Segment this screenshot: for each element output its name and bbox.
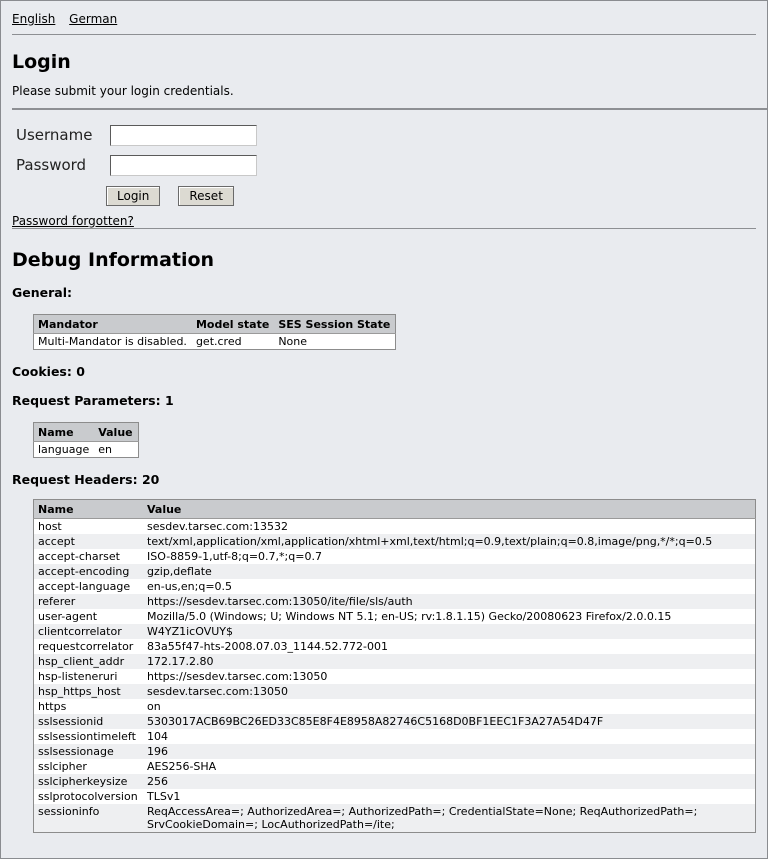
table-row xyxy=(34,804,756,833)
header-value-cell: sesdev.tarsec.com:13532 xyxy=(147,520,288,533)
column-header: Value xyxy=(94,423,138,442)
column-header: Value xyxy=(143,500,756,519)
table-row xyxy=(34,549,756,564)
table-row xyxy=(34,744,756,759)
header-value-cell: en-us,en;q=0.5 xyxy=(147,580,233,593)
request-headers-heading: Request Headers: 20 xyxy=(12,472,160,487)
table-row xyxy=(34,669,756,684)
header-value-cell: W4YZ1icOVUY$ xyxy=(143,624,756,639)
header-value-cell: sesdev.tarsec.com:13050 xyxy=(143,684,756,699)
divider xyxy=(12,108,767,110)
debug-title: Debug Information xyxy=(12,249,215,271)
header-name-cell: sslsessionage xyxy=(34,744,144,759)
general-table xyxy=(33,314,396,350)
header-name-cell: language xyxy=(38,443,90,456)
header-name-cell: hsp_client_addr xyxy=(34,654,144,669)
header-value-cell: AES256-SHA xyxy=(147,760,217,773)
header-name-cell: host xyxy=(38,520,62,533)
table-cell: Multi-Mandator is disabled. xyxy=(38,335,187,348)
language-english-link[interactable]: English xyxy=(12,12,56,26)
header-name-cell: accept-language xyxy=(38,580,131,593)
table-row xyxy=(34,639,756,654)
table-row xyxy=(34,594,756,609)
table-row xyxy=(34,699,756,714)
header-value-cell: Mozilla/5.0 (Windows; U; Windows NT 5.1; en-US; rv:1.8.1.15) Gecko/20080623 Firefox/2.0.0.15 xyxy=(147,610,672,623)
divider xyxy=(12,34,756,35)
header-value-cell: 256 xyxy=(143,774,756,789)
table-row xyxy=(34,564,756,579)
header-name-cell: referer xyxy=(34,594,144,609)
username-label: Username xyxy=(16,126,93,144)
header-value-cell: 5303017ACB69BC26ED33C85E8F4E8958A82746C5168D0BF1EEC1F3A27A54D47F xyxy=(143,714,756,729)
header-value-cell: gzip,deflate xyxy=(143,564,756,579)
request-headers-table xyxy=(33,499,756,833)
header-name-cell: sslprotocolversion xyxy=(38,790,138,803)
header-value-cell: 104 xyxy=(147,730,168,743)
header-value-cell: ISO-8859-1,utf-8;q=0.7,*;q=0.7 xyxy=(147,550,322,563)
header-name-cell: https xyxy=(38,700,67,713)
table-row xyxy=(34,534,756,549)
login-form xyxy=(12,120,756,206)
header-name-cell: sslsessiontimeleft xyxy=(38,730,136,743)
header-name-cell: hsp_https_host xyxy=(34,684,144,699)
table-cell: get.cred xyxy=(195,335,242,348)
header-value-cell: ReqAccessArea=; AuthorizedArea=; AuthorizedPath=; CredentialState=None; ReqAuthorizedPath=; SrvCookieDomain=; LocAuthorizedPath=/ite; xyxy=(143,804,756,833)
cookies-heading: Cookies: 0 xyxy=(12,364,85,379)
table-row xyxy=(34,759,756,774)
table-row xyxy=(34,774,756,789)
column-header: Name xyxy=(34,500,144,519)
header-name-cell: sslsessionid xyxy=(34,714,144,729)
table-row xyxy=(34,684,756,699)
divider xyxy=(12,228,756,229)
table-row xyxy=(34,714,756,729)
password-forgotten-link[interactable]: Password forgotten? xyxy=(12,214,134,228)
table-cell: None xyxy=(278,335,308,348)
header-name-cell: sslcipherkeysize xyxy=(34,774,144,789)
header-value-cell: en xyxy=(98,443,112,456)
table-row xyxy=(34,789,756,804)
header-value-cell: https://sesdev.tarsec.com:13050 xyxy=(147,670,328,683)
table-row xyxy=(34,609,756,624)
language-switcher xyxy=(12,1,756,34)
reset-button[interactable]: Reset xyxy=(178,186,234,206)
header-name-cell: clientcorrelator xyxy=(34,624,144,639)
header-name-cell: accept xyxy=(34,534,144,549)
table-row xyxy=(34,442,139,458)
header-name-cell: accept-charset xyxy=(38,550,120,563)
header-name-cell: user-agent xyxy=(38,610,98,623)
header-name-cell: requestcorrelator xyxy=(38,640,134,653)
header-value-cell: 83a55f47-hts-2008.07.03_1144.52.772-001 xyxy=(147,640,388,653)
header-value-cell: text/xml,application/xml,application/xhtml+xml,text/html;q=0.9,text/plain;q=0.8,image/png,*/*;q=0.5 xyxy=(143,534,756,549)
table-row xyxy=(34,624,756,639)
table-row xyxy=(34,654,756,669)
column-header: Mandator xyxy=(34,315,192,334)
table-row xyxy=(34,334,396,350)
username-input[interactable] xyxy=(110,125,257,146)
header-value-cell: https://sesdev.tarsec.com:13050/ite/file/sls/auth xyxy=(143,594,756,609)
login-intro: Please submit your login credentials. xyxy=(12,84,234,98)
header-value-cell: 196 xyxy=(143,744,756,759)
header-name-cell: sessioninfo xyxy=(34,804,144,833)
header-name-cell: hsp-listeneruri xyxy=(38,670,118,683)
column-header: Name xyxy=(34,423,95,442)
header-value-cell: TLSv1 xyxy=(147,790,181,803)
language-german-link[interactable]: German xyxy=(69,12,118,26)
column-header: Model state xyxy=(192,315,274,334)
header-value-cell: 172.17.2.80 xyxy=(143,654,756,669)
password-forgotten xyxy=(12,214,756,228)
column-header: SES Session State xyxy=(274,315,395,334)
table-row xyxy=(34,519,756,535)
login-button[interactable]: Login xyxy=(106,186,160,206)
table-row xyxy=(34,579,756,594)
table-row xyxy=(34,729,756,744)
request-parameters-heading: Request Parameters: 1 xyxy=(12,393,174,408)
header-value-cell: on xyxy=(147,700,161,713)
general-heading: General: xyxy=(12,285,72,300)
password-input[interactable] xyxy=(110,155,257,176)
header-name-cell: sslcipher xyxy=(38,760,87,773)
login-title: Login xyxy=(12,51,71,73)
header-name-cell: accept-encoding xyxy=(34,564,144,579)
request-parameters-table xyxy=(33,422,139,458)
password-label: Password xyxy=(16,156,87,174)
